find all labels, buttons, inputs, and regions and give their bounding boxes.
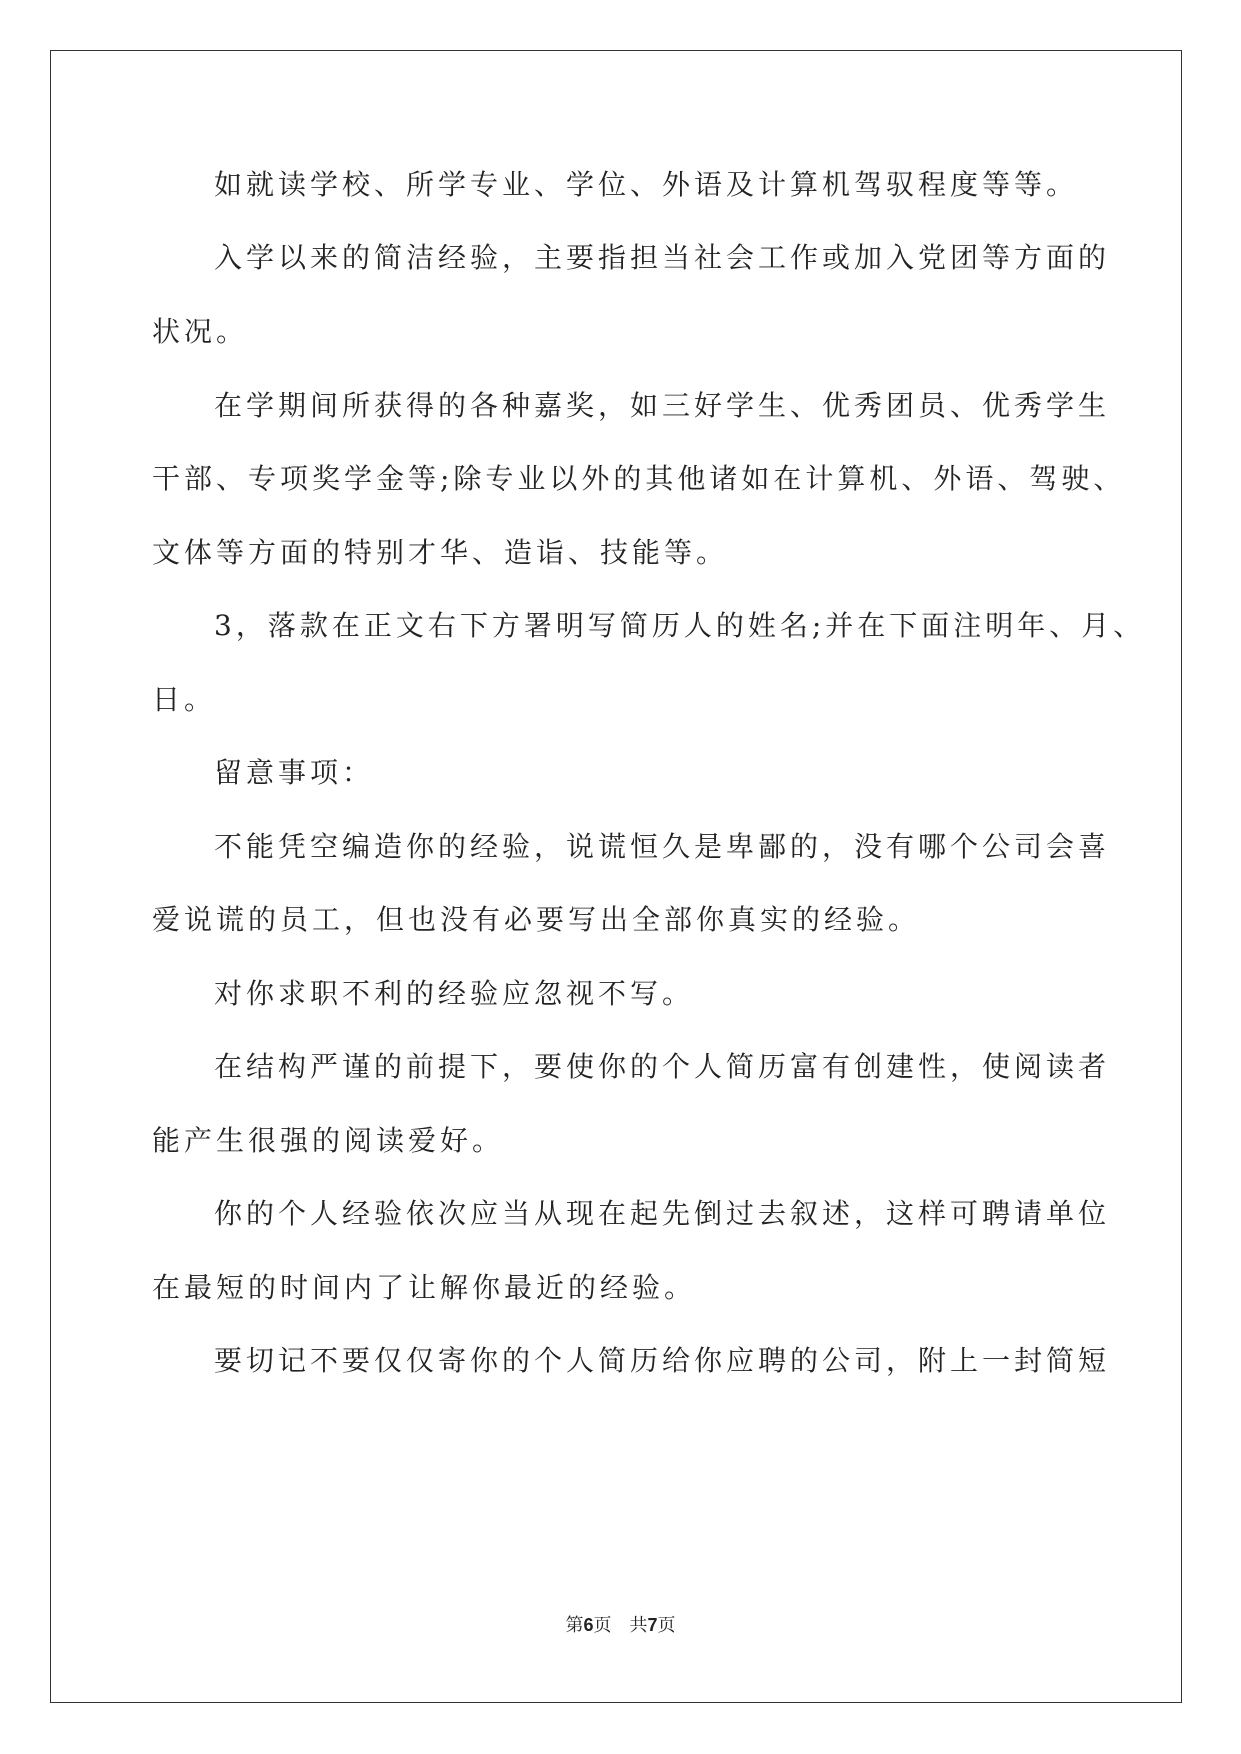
text-line: 爱说谎的员工，但也没有必要写出全部你真实的经验。 [152,903,921,936]
page-footer [0,1613,1241,1638]
page-border [50,50,1182,1703]
text-line: 对你求职不利的经验应忽视不写。 [214,977,695,1010]
text-line: 如就读学校、所学专业、学位、外语及计算机驾驭程度等等。 [214,168,1079,201]
text-line: 能产生很强的阅读爱好。 [152,1124,505,1157]
text-line: 在结构严谨的前提下，要使你的个人简历富有创建性，使阅读者 [214,1050,1111,1083]
text-line: 留意事项： [214,756,375,789]
footer-page-suffix: 页 [593,1615,612,1636]
text-line: 干部、专项奖学金等;除专业以外的其他诸如在计算机、外语、驾驶、 [152,462,1126,495]
text-line: 在最短的时间内了让解你最近的经验。 [152,1271,697,1304]
footer-total-prefix: 共 [629,1615,648,1636]
text-line: 入学以来的简洁经验，主要指担当社会工作或加入党团等方面的 [214,241,1111,274]
text-line: 3，落款在正文右下方署明写简历人的姓名;并在下面注明年、月、 [214,609,1146,642]
footer-page-number: 6 [583,1615,594,1635]
text-line: 状况。 [152,315,249,348]
text-line: 你的个人经验依次应当从现在起先倒过去叙述，这样可聘请单位 [214,1197,1111,1230]
text-line: 文体等方面的特别才华、造诣、技能等。 [152,536,729,569]
text-line: 在学期间所获得的各种嘉奖，如三好学生、优秀团员、优秀学生 [214,389,1111,422]
text-line: 不能凭空编造你的经验，说谎恒久是卑鄙的，没有哪个公司会喜 [214,830,1111,863]
text-line: 要切记不要仅仅寄你的个人简历给你应聘的公司，附上一封简短 [214,1344,1111,1377]
text-line: 日。 [152,683,217,716]
footer-page-prefix: 第 [565,1615,584,1636]
footer-total-suffix: 页 [657,1615,676,1636]
footer-total-pages: 7 [647,1615,658,1635]
